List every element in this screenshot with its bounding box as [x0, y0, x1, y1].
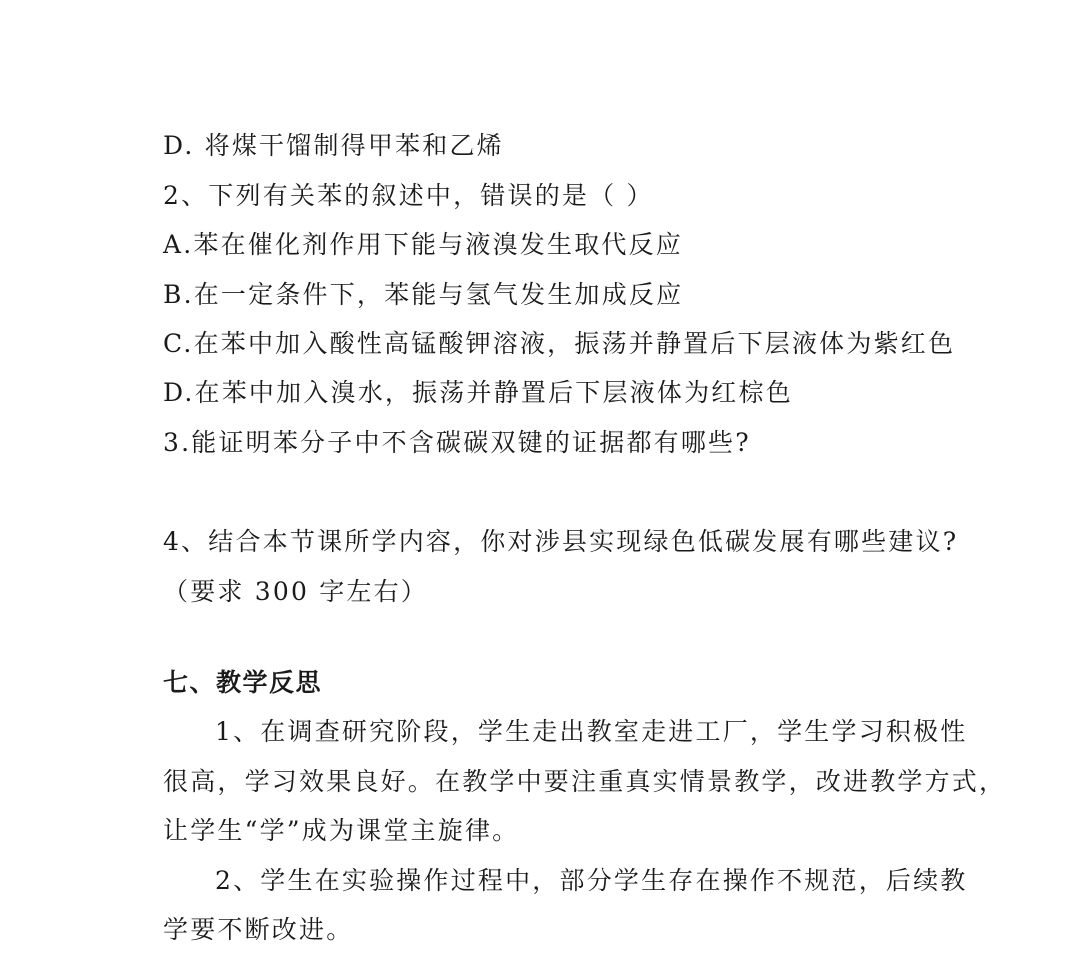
section-heading: 七、教学反思 — [163, 668, 323, 697]
q2-stem: 2、下列有关苯的叙述中，错误的是（ ） — [163, 181, 654, 210]
reflection-p2-line2: 学要不断改进。 — [163, 915, 354, 944]
reflection-p1-line3: 让学生“学”成为课堂主旋律。 — [163, 816, 520, 845]
reflection-p2-line1: 2、学生在实验操作过程中，部分学生存在操作不规范，后续教 — [215, 866, 968, 895]
q2-option-b: B.在一定条件下，苯能与氢气发生加成反应 — [163, 280, 684, 309]
reflection-p1-line1: 1、在调查研究阶段，学生走出教室走进工厂，学生学习积极性 — [215, 717, 968, 746]
q2-option-d: D.在苯中加入溴水，振荡并静置后下层液体为红棕色 — [163, 378, 793, 407]
q2-option-a: A.苯在催化剂作用下能与液溴发生取代反应 — [163, 230, 684, 259]
q2-option-c: C.在苯中加入酸性高锰酸钾溶液，振荡并静置后下层液体为紫红色 — [163, 329, 956, 358]
q1-option-d: D. 将煤干馏制得甲苯和乙烯 — [163, 131, 504, 160]
q4-stem: 4、结合本节课所学内容，你对涉县实现绿色低碳发展有哪些建议? — [163, 527, 959, 556]
q3-stem: 3.能证明苯分子中不含碳碳双键的证据都有哪些? — [163, 428, 751, 457]
q4-requirement: （要求 300 字左右） — [163, 577, 429, 606]
reflection-p1-line2: 很高，学习效果良好。在教学中要注重真实情景教学，改进教学方式， — [163, 767, 1007, 796]
